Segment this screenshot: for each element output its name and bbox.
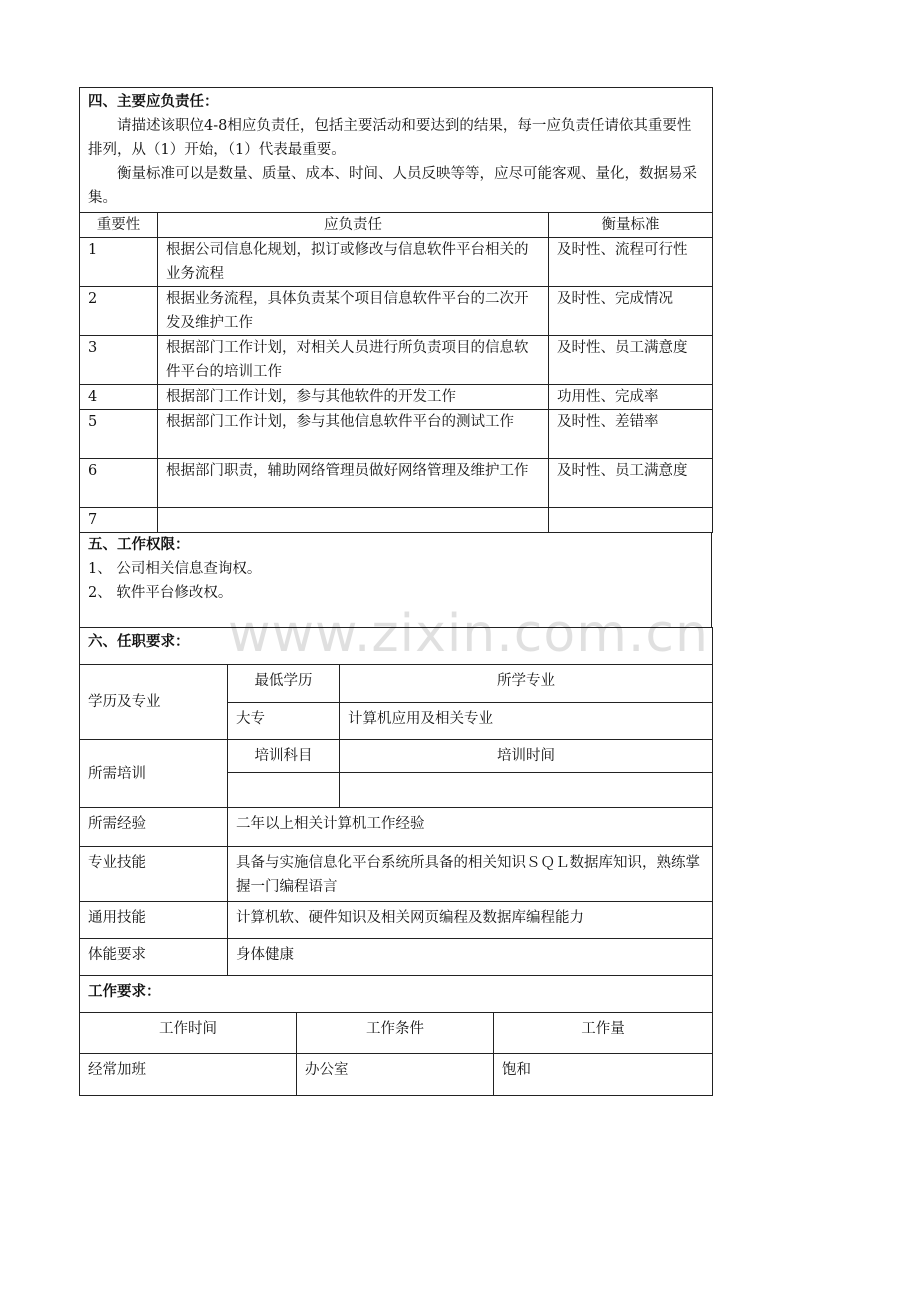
- section6-title: 六、任职要求：: [80, 628, 713, 665]
- section4-title: 四、主要应负责任：: [88, 93, 219, 110]
- table-row: [80, 385, 713, 410]
- section4-intro-2: 衡量标准可以是数量、质量、成本、时间、人员反映等等，应尽可能客观、量化，数据易采集。: [88, 166, 697, 206]
- row-standard: 及时性、流程可行性: [549, 238, 713, 287]
- job-description-sheet: [79, 87, 712, 1096]
- education-header-row: [80, 665, 713, 703]
- training-subject-header: 培训科目: [228, 740, 340, 773]
- section4-intro-1: 请描述该职位4-8相应负责任，包括主要活动和要达到的结果，每一应负责任请依其重要性排列，从（1）开始，（1）代表最重要。: [88, 118, 692, 158]
- row-standard: [549, 508, 713, 533]
- authority-item: 1、 公司相关信息查询权。: [88, 561, 262, 577]
- row-number: 1: [80, 238, 158, 287]
- workload-header: 工作量: [494, 1013, 713, 1054]
- section5-title: 五、工作权限：: [88, 536, 190, 553]
- authority-item: 2、 软件平台修改权。: [88, 585, 233, 601]
- row-duty: 根据部门工作计划，参与其他信息软件平台的测试工作: [158, 410, 549, 459]
- work-condition-value: 办公室: [297, 1054, 494, 1096]
- experience-value: 二年以上相关计算机工作经验: [228, 808, 713, 847]
- importance-header: 重要性: [80, 213, 158, 238]
- row-duty: 根据部门工作计划，参与其他软件的开发工作: [158, 385, 549, 410]
- row-duty: 根据部门职责，辅助网络管理员做好网络管理及维护工作: [158, 459, 549, 508]
- training-time-header: 培训时间: [340, 740, 713, 773]
- section5-cell: [80, 533, 712, 628]
- table-row: [80, 238, 713, 287]
- work-time-header: 工作时间: [80, 1013, 297, 1054]
- watermark-text: www.zixin.com.cn: [228, 604, 709, 664]
- work-requirements-table: [79, 975, 713, 1096]
- min-education-value: 大专: [228, 703, 340, 740]
- row-number: 4: [80, 385, 158, 410]
- section6-title-row: [80, 628, 713, 665]
- professional-skills-label: 专业技能: [80, 847, 228, 902]
- row-standard: 功用性、完成率: [549, 385, 713, 410]
- training-subject-value: [228, 773, 340, 808]
- work-time-value: 经常加班: [80, 1054, 297, 1096]
- row-number: 6: [80, 459, 158, 508]
- professional-skills-row: [80, 847, 713, 902]
- table-row: [80, 336, 713, 385]
- work-requirements-value-row: [80, 1054, 713, 1096]
- authority-table: [79, 532, 712, 628]
- work-requirements-header-row: [80, 1013, 713, 1054]
- row-duty: [158, 508, 549, 533]
- row-number: 7: [80, 508, 158, 533]
- table-row: [80, 508, 713, 533]
- training-time-value: [340, 773, 713, 808]
- general-skills-label: 通用技能: [80, 902, 228, 939]
- row-number: 3: [80, 336, 158, 385]
- section5-row: [80, 533, 712, 628]
- row-number: 2: [80, 287, 158, 336]
- training-header-row: [80, 740, 713, 773]
- table-row: [80, 459, 713, 508]
- table-row: [80, 410, 713, 459]
- work-requirements-title: 工作要求：: [80, 976, 713, 1013]
- major-value: 计算机应用及相关专业: [340, 703, 713, 740]
- section4-intro-cell: [80, 88, 713, 213]
- experience-row: [80, 808, 713, 847]
- physical-value: 身体健康: [228, 939, 713, 976]
- duty-header: 应负责任: [158, 213, 549, 238]
- responsibilities-header-row: [80, 213, 713, 238]
- row-standard: 及时性、差错率: [549, 410, 713, 459]
- physical-row: [80, 939, 713, 976]
- row-standard: 及时性、员工满意度: [549, 459, 713, 508]
- training-label: 所需培训: [80, 740, 228, 808]
- row-standard: 及时性、员工满意度: [549, 336, 713, 385]
- row-duty: 根据部门工作计划，对相关人员进行所负责项目的信息软件平台的培训工作: [158, 336, 549, 385]
- row-standard: 及时性、完成情况: [549, 287, 713, 336]
- work-condition-header: 工作条件: [297, 1013, 494, 1054]
- major-header: 所学专业: [340, 665, 713, 703]
- general-skills-row: [80, 902, 713, 939]
- min-education-header: 最低学历: [228, 665, 340, 703]
- row-duty: 根据公司信息化规划，拟订或修改与信息软件平台相关的业务流程: [158, 238, 549, 287]
- physical-label: 体能要求: [80, 939, 228, 976]
- responsibilities-table: [79, 87, 713, 533]
- experience-label: 所需经验: [80, 808, 228, 847]
- workload-value: 饱和: [494, 1054, 713, 1096]
- row-number: 5: [80, 410, 158, 459]
- professional-skills-value: 具备与实施信息化平台系统所具备的相关知识ＳＱＬ数据库知识，熟练掌握一门编程语言: [228, 847, 713, 902]
- section4-header-row: [80, 88, 713, 213]
- work-requirements-title-row: [80, 976, 713, 1013]
- standard-header: 衡量标准: [549, 213, 713, 238]
- qualifications-table: [79, 627, 713, 976]
- education-label: 学历及专业: [80, 665, 228, 740]
- table-row: [80, 287, 713, 336]
- row-duty: 根据业务流程，具体负责某个项目信息软件平台的二次开发及维护工作: [158, 287, 549, 336]
- general-skills-value: 计算机软、硬件知识及相关网页编程及数据库编程能力: [228, 902, 713, 939]
